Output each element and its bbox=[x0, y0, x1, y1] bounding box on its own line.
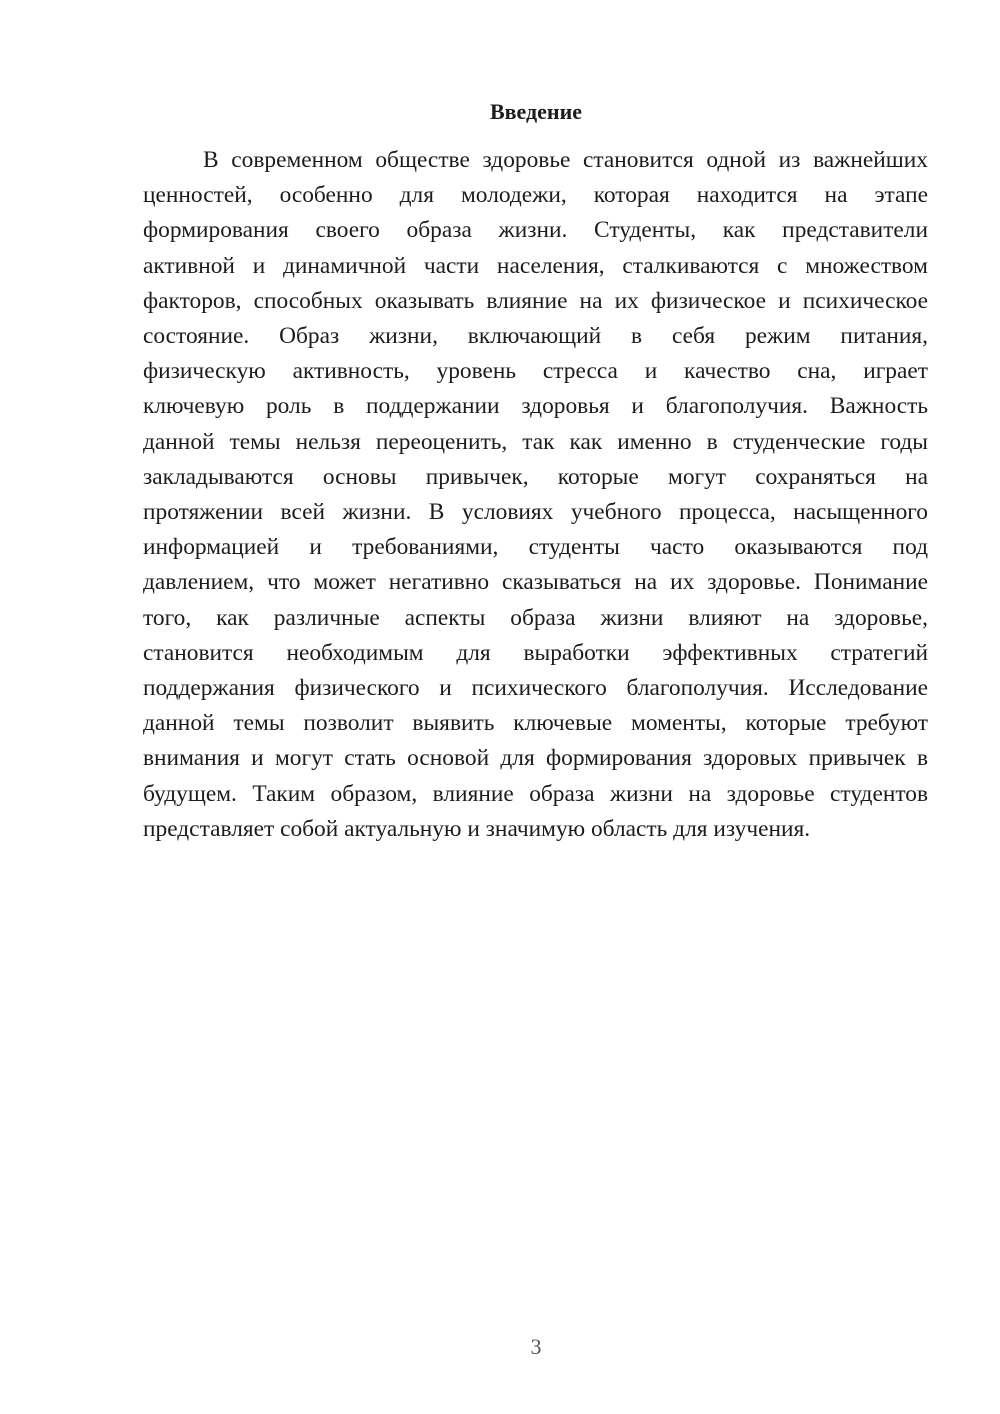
paragraph-line: давлением, что может негативно сказываться на их здоровье. Понимание bbox=[143, 569, 928, 596]
paragraph-line: состояние. Образ жизни, включающий в себя режим питания, bbox=[143, 323, 928, 350]
paragraph-line: закладываются основы привычек, которые могут сохраняться на bbox=[143, 463, 928, 490]
page-number: 3 bbox=[530, 1334, 542, 1359]
paragraph-line: факторов, способных оказывать влияние на их физическое и психическое bbox=[143, 287, 928, 314]
paragraph-line: формирования своего образа жизни. Студенты, как представители bbox=[143, 217, 928, 244]
paragraph-line: представляет собой актуальную и значимую область для изучения. bbox=[143, 815, 811, 842]
paragraph-line: В современном обществе здоровье становится одной из важнейших bbox=[203, 147, 928, 173]
paragraph-line: данной темы позволит выявить ключевые моменты, которые требуют bbox=[143, 710, 928, 737]
paragraph-line: поддержания физического и психического благополучия. Исследование bbox=[143, 675, 928, 702]
paragraph-line: данной темы нельзя переоценить, так как именно в студенческие годы bbox=[143, 428, 928, 455]
paragraph-line: внимания и могут стать основой для формирования здоровых привычек в bbox=[143, 745, 928, 772]
paragraph-line: ценностей, особенно для молодежи, которая находится на этапе bbox=[143, 182, 928, 209]
paragraph-line: ключевую роль в поддержании здоровья и благополучия. Важность bbox=[143, 393, 928, 420]
section-heading: Введение bbox=[489, 99, 583, 124]
intro-paragraph bbox=[143, 143, 928, 847]
paragraph-line: активной и динамичной части населения, сталкиваются с множеством bbox=[143, 252, 928, 279]
paragraph-line: того, как различные аспекты образа жизни влияют на здоровье, bbox=[143, 604, 928, 631]
paragraph-line: информацией и требованиями, студенты часто оказываются под bbox=[143, 534, 928, 561]
paragraph-line: становится необходимым для выработки эффективных стратегий bbox=[143, 639, 928, 666]
paragraph-line: протяжении всей жизни. В условиях учебного процесса, насыщенного bbox=[143, 499, 928, 526]
paragraph-line: физическую активность, уровень стресса и качество сна, играет bbox=[143, 358, 928, 385]
paragraph-line: будущем. Таким образом, влияние образа жизни на здоровье студентов bbox=[143, 780, 928, 807]
